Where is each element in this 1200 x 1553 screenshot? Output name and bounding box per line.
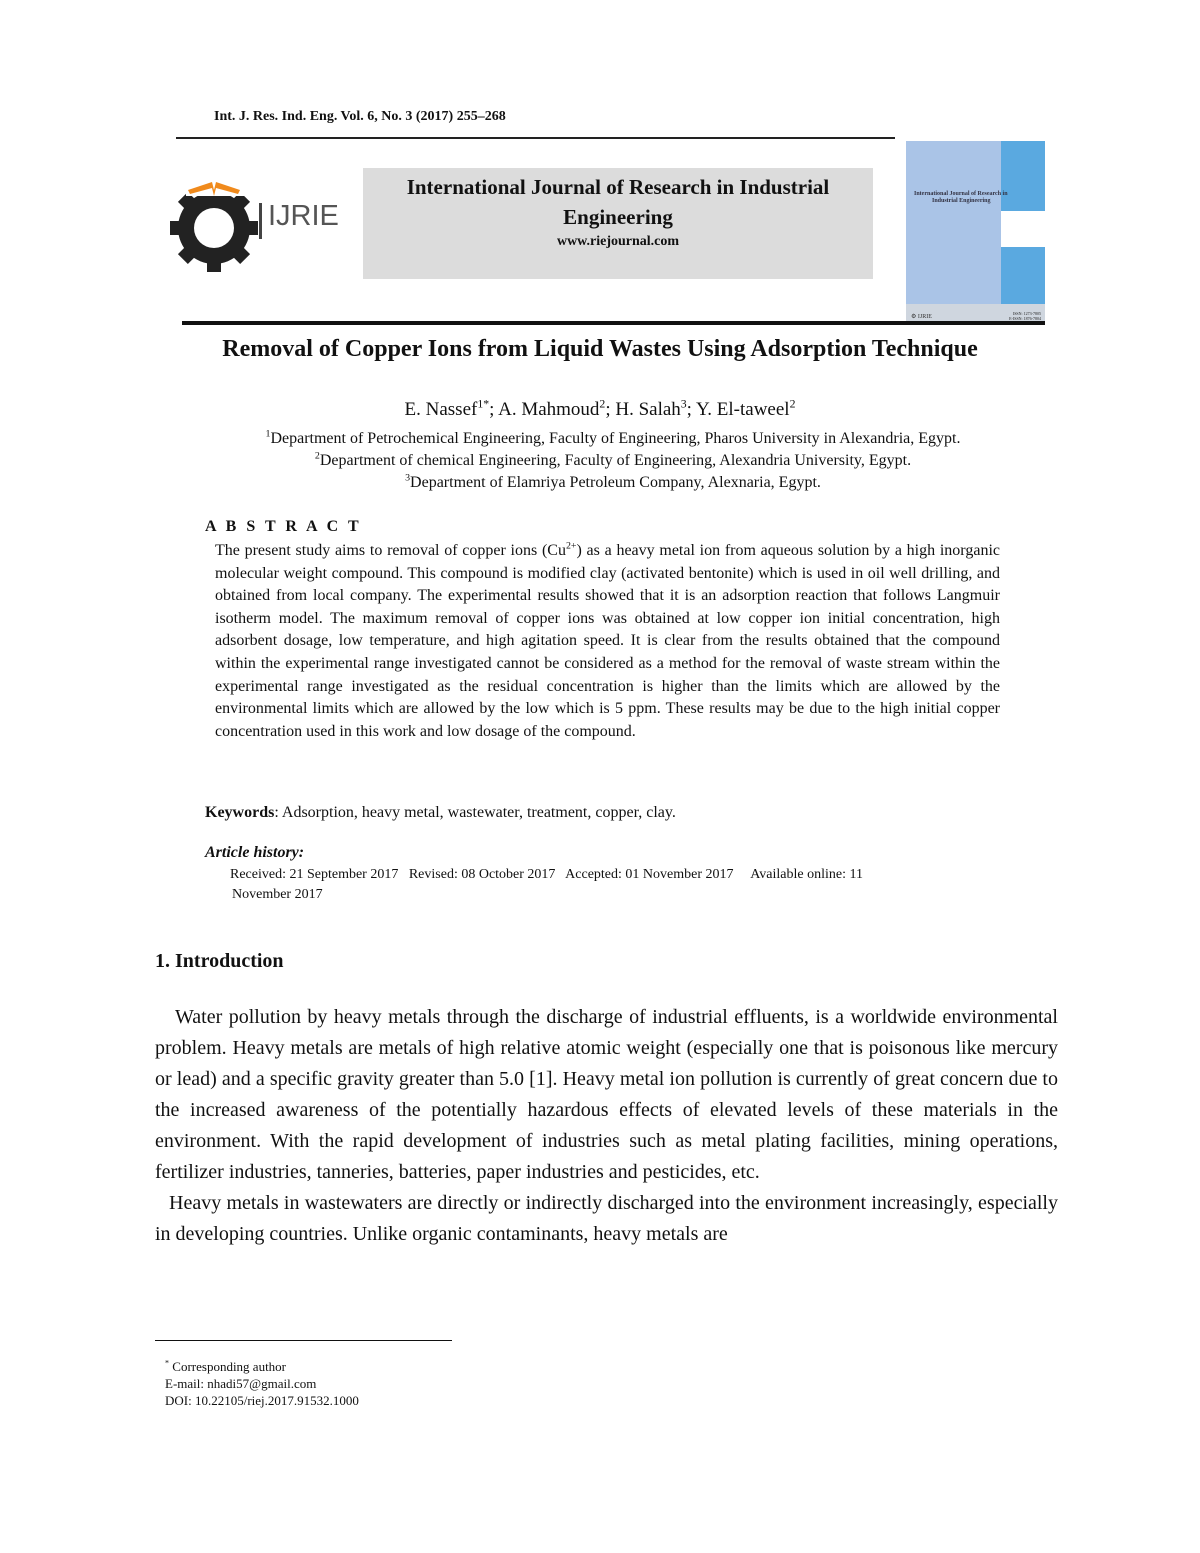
author-list (0, 399, 1200, 421)
abstract-text (215, 540, 1000, 743)
author-sep: ; (686, 399, 696, 420)
paragraph: Heavy metals in wastewaters are directly or indirectly discharged into the environment increasingly, especially in developing countries. Unlike organic contaminants, heavy metals are (155, 1192, 1058, 1245)
logo-text: IJRIE (268, 200, 339, 232)
affiliation-item (0, 428, 1200, 450)
affiliation-sup: 2 (314, 450, 320, 462)
footnote-mark: * (165, 1358, 170, 1368)
journal-title (363, 172, 873, 232)
journal-cover-image (906, 141, 1045, 324)
affiliation-text: Department of Petrochemical Engineering, Faculty of Engineering, Pharos University in Alexandria, Egypt. (270, 430, 961, 447)
cover-title-line1: International Journal of Research in (914, 191, 1008, 197)
author-sup: 1* (477, 397, 490, 411)
keywords-label: Keywords (205, 804, 275, 821)
cover-issn-line2: E-ISSN: 1876-7804 (1009, 316, 1041, 321)
footnote-corresponding-text: Corresponding author (172, 1359, 287, 1374)
abstract-text-start: The present study aims to removal of copper ions (Cu (215, 542, 566, 559)
affiliation-item (0, 450, 1200, 472)
cover-issn (1009, 311, 1041, 321)
journal-title-line1: International Journal of Research in Industrial (406, 175, 830, 199)
journal-logo (164, 168, 339, 273)
cover-title (914, 191, 1008, 205)
footnote-rule (155, 1340, 452, 1341)
affiliation-text: Department of Elamriya Petroleum Company, Alexnaria, Egypt. (410, 474, 821, 491)
journal-url[interactable]: www.riejournal.com (556, 234, 680, 249)
footnote-corresponding (165, 1358, 359, 1375)
ion-charge: 2+ (565, 540, 577, 552)
article-history-dates-cont: November 2017 (232, 887, 323, 902)
author-sep: ; (489, 399, 499, 420)
paper-title: Removal of Copper Ions from Liquid Wastes Using Adsorption Technique (222, 336, 978, 362)
introduction-body (155, 1002, 1058, 1250)
author-name: H. Salah (615, 399, 681, 420)
affiliation-sup: 1 (265, 428, 271, 440)
article-history-heading: Article history: (205, 844, 305, 861)
header-rule (176, 137, 895, 139)
author-sup: 3 (680, 397, 687, 411)
cover-logo-text: IJRIE (917, 314, 932, 320)
affiliation-text: Department of chemical Engineering, Faculty of Engineering, Alexandria University, Egypt. (319, 452, 912, 469)
title-rule (182, 321, 1045, 325)
affiliation-list (0, 428, 1200, 494)
author-sup: 2 (599, 397, 606, 411)
author-name: E. Nassef (404, 399, 478, 420)
keywords (205, 804, 676, 822)
author-sep: ; (605, 399, 616, 420)
author-sup: 2 (789, 397, 796, 411)
affiliation-item (0, 472, 1200, 494)
footnote-doi[interactable]: DOI: 10.22105/riej.2017.91532.1000 (165, 1393, 359, 1408)
cover-issn-line1: ISSN: 1273-7805 (1012, 311, 1041, 316)
cover-band (1001, 211, 1045, 247)
paragraph: Water pollution by heavy metals through the discharge of industrial effluents, is a worldwide environmental problem. Heavy metals are metals of high relative atomic weight (especially one that is poisonous like mercury or lead) and a specific gravity greater than 5.0 [1]. Heavy metal ion pollution is currently of great concern due to the increased awareness of the potentially hazardous effects of elevated levels of these materials in the environment. With the rapid development of industries such as metal plating facilities, mining operations, fertilizer industries, tanneries, batteries, paper industries and pesticides, etc. (155, 1006, 1058, 1183)
footnotes (165, 1358, 359, 1409)
journal-title-line2: Engineering (563, 205, 673, 229)
abstract-heading: A B S T R A C T (205, 518, 362, 535)
cover-title-line2: Industrial Engineering (932, 198, 991, 204)
footnote-email[interactable]: E-mail: nhadi57@gmail.com (165, 1376, 317, 1391)
journal-banner (363, 168, 873, 279)
author-name: A. Mahmoud (498, 399, 600, 420)
abstract-text-rest: ) as a heavy metal ion from aqueous solution by a high inorganic molecular weight compound. This compound is modified clay (activated bentonite) which is used in oil well drilling, and obtained from local company. The experimental results showed that it is an adsorption reaction that follows Langmuir isotherm model. The maximum removal of copper ions was obtained at low copper ion initial concentration, high adsorbent dosage, low temperature, and high agitation speed. It is clear from the results obtained that the compound within the experimental range investigated cannot be considered as a method for the removal of waste stream within the experimental range investigated as the residual concentration is higher than the limits which are allowed by the environmental limits which are allowed by the low which is 5 ppm. These results may be due to the high initial copper concentration used in this work and low dosage of the compound. (215, 542, 1000, 740)
section-heading-introduction: 1. Introduction (155, 950, 284, 972)
running-head: Int. J. Res. Ind. Eng. Vol. 6, No. 3 (2017) 255–268 (214, 109, 506, 124)
article-history-dates: Received: 21 September 2017 Revised: 08 October 2017 Accepted: 01 November 2017 Available online: 11 (230, 867, 863, 882)
affiliation-sup: 3 (405, 472, 411, 484)
author-name: Y. El-taweel (696, 399, 790, 420)
cover-logo: ⚙ IJRIE (911, 314, 932, 320)
keywords-text: : Adsorption, heavy metal, wastewater, treatment, copper, clay. (274, 804, 676, 821)
